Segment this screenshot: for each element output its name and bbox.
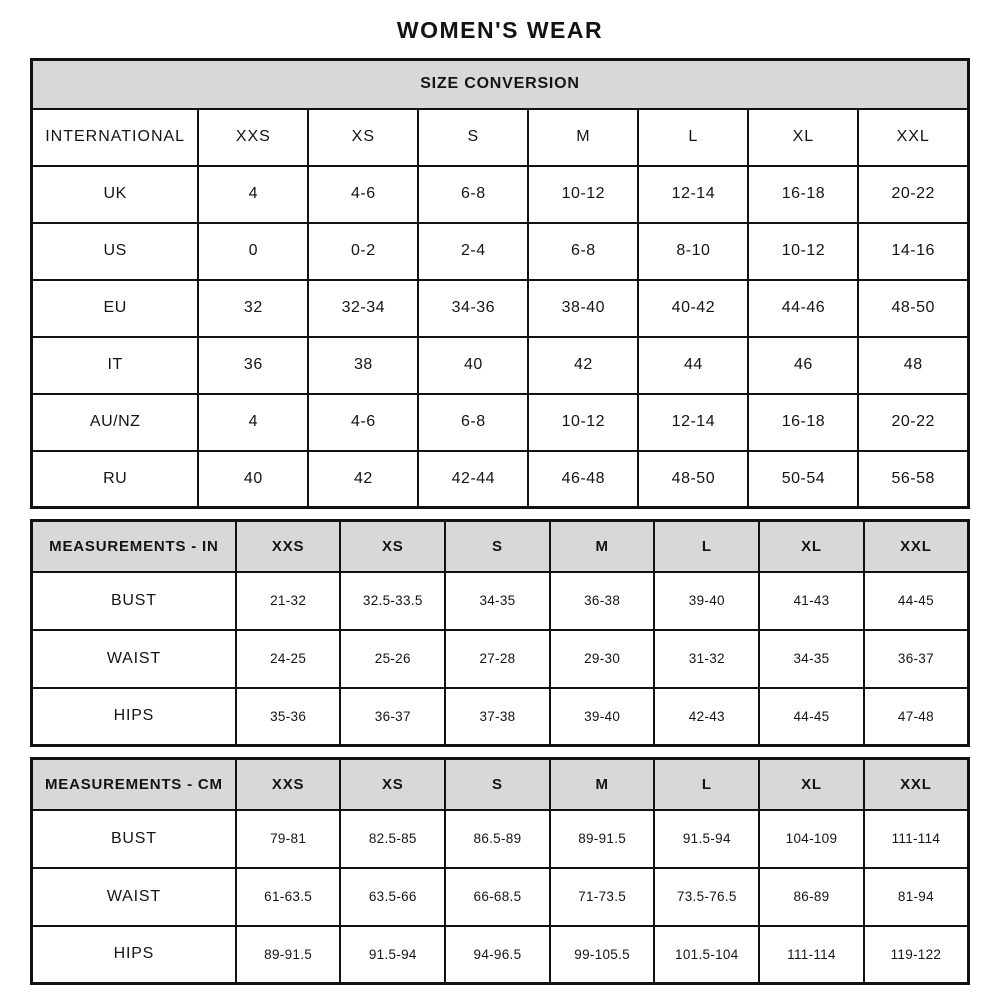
size-column-header: XS <box>340 521 445 572</box>
value-cell: 20-22 <box>858 394 968 451</box>
table-row <box>32 223 969 280</box>
value-cell: 111-114 <box>864 810 969 868</box>
value-cell: 36-37 <box>864 630 969 688</box>
size-column-header: XL <box>759 521 864 572</box>
value-cell: 10-12 <box>528 166 638 223</box>
size-column-header: M <box>528 109 638 166</box>
size-column-header: XXL <box>864 759 969 810</box>
row-label: BUST <box>32 810 236 868</box>
value-cell: 12-14 <box>638 394 748 451</box>
value-cell: 63.5-66 <box>340 868 445 926</box>
table-row <box>32 394 969 451</box>
table-row <box>32 572 969 630</box>
size-column-header: M <box>550 521 655 572</box>
value-cell: 24-25 <box>236 630 341 688</box>
row-label: WAIST <box>32 630 236 688</box>
value-cell: 46-48 <box>528 451 638 508</box>
row-label: EU <box>32 280 199 337</box>
row-label: IT <box>32 337 199 394</box>
value-cell: 39-40 <box>654 572 759 630</box>
table-row <box>32 810 969 868</box>
row-header-title: MEASUREMENTS - CM <box>32 759 236 810</box>
value-cell: 40 <box>418 337 528 394</box>
row-header-title: INTERNATIONAL <box>32 109 199 166</box>
value-cell: 35-36 <box>236 688 341 746</box>
value-cell: 71-73.5 <box>550 868 655 926</box>
value-cell: 36 <box>198 337 308 394</box>
value-cell: 0-2 <box>308 223 418 280</box>
value-cell: 40 <box>198 451 308 508</box>
value-cell: 14-16 <box>858 223 968 280</box>
value-cell: 32 <box>198 280 308 337</box>
size-column-header: XXS <box>236 759 341 810</box>
value-cell: 94-96.5 <box>445 926 550 984</box>
value-cell: 46 <box>748 337 858 394</box>
row-label: WAIST <box>32 868 236 926</box>
value-cell: 86-89 <box>759 868 864 926</box>
value-cell: 86.5-89 <box>445 810 550 868</box>
table-row <box>32 451 969 508</box>
value-cell: 111-114 <box>759 926 864 984</box>
size-column-header: M <box>550 759 655 810</box>
table-row <box>32 630 969 688</box>
value-cell: 25-26 <box>340 630 445 688</box>
value-cell: 47-48 <box>864 688 969 746</box>
size-column-header: XL <box>759 759 864 810</box>
value-cell: 44-45 <box>864 572 969 630</box>
value-cell: 99-105.5 <box>550 926 655 984</box>
size-column-header: L <box>654 759 759 810</box>
value-cell: 20-22 <box>858 166 968 223</box>
value-cell: 36-38 <box>550 572 655 630</box>
value-cell: 32.5-33.5 <box>340 572 445 630</box>
value-cell: 29-30 <box>550 630 655 688</box>
value-cell: 10-12 <box>748 223 858 280</box>
row-label: BUST <box>32 572 236 630</box>
value-cell: 38 <box>308 337 418 394</box>
value-cell: 16-18 <box>748 394 858 451</box>
value-cell: 42-44 <box>418 451 528 508</box>
value-cell: 39-40 <box>550 688 655 746</box>
value-cell: 37-38 <box>445 688 550 746</box>
value-cell: 48-50 <box>638 451 748 508</box>
size-column-header: S <box>445 521 550 572</box>
value-cell: 81-94 <box>864 868 969 926</box>
value-cell: 4 <box>198 394 308 451</box>
value-cell: 34-35 <box>445 572 550 630</box>
size-column-header: S <box>418 109 528 166</box>
value-cell: 31-32 <box>654 630 759 688</box>
value-cell: 34-35 <box>759 630 864 688</box>
value-cell: 34-36 <box>418 280 528 337</box>
value-cell: 61-63.5 <box>236 868 341 926</box>
table-row <box>32 688 969 746</box>
header-row <box>32 759 969 810</box>
page-title: WOMEN'S WEAR <box>396 17 604 43</box>
value-cell: 6-8 <box>528 223 638 280</box>
size-column-header: XXL <box>864 521 969 572</box>
table-title-row <box>32 60 969 109</box>
value-cell: 10-12 <box>528 394 638 451</box>
value-cell: 66-68.5 <box>445 868 550 926</box>
value-cell: 48 <box>858 337 968 394</box>
value-cell: 36-37 <box>340 688 445 746</box>
value-cell: 82.5-85 <box>340 810 445 868</box>
size-column-header: XL <box>748 109 858 166</box>
size-column-header: XXS <box>236 521 341 572</box>
header-row <box>32 521 969 572</box>
value-cell: 101.5-104 <box>654 926 759 984</box>
value-cell: 50-54 <box>748 451 858 508</box>
row-label: RU <box>32 451 199 508</box>
value-cell: 42 <box>308 451 418 508</box>
row-label: US <box>32 223 199 280</box>
value-cell: 4 <box>198 166 308 223</box>
value-cell: 0 <box>198 223 308 280</box>
row-label: AU/NZ <box>32 394 199 451</box>
size-column-header: L <box>638 109 748 166</box>
value-cell: 41-43 <box>759 572 864 630</box>
value-cell: 8-10 <box>638 223 748 280</box>
value-cell: 32-34 <box>308 280 418 337</box>
row-header-title: MEASUREMENTS - IN <box>32 521 236 572</box>
value-cell: 91.5-94 <box>340 926 445 984</box>
value-cell: 6-8 <box>418 166 528 223</box>
value-cell: 21-32 <box>236 572 341 630</box>
value-cell: 42-43 <box>654 688 759 746</box>
value-cell: 42 <box>528 337 638 394</box>
value-cell: 27-28 <box>445 630 550 688</box>
table-row <box>32 868 969 926</box>
value-cell: 44 <box>638 337 748 394</box>
value-cell: 40-42 <box>638 280 748 337</box>
table-row <box>32 337 969 394</box>
value-cell: 91.5-94 <box>654 810 759 868</box>
value-cell: 89-91.5 <box>550 810 655 868</box>
header-row <box>32 109 969 166</box>
value-cell: 4-6 <box>308 166 418 223</box>
value-cell: 44-46 <box>748 280 858 337</box>
row-label: UK <box>32 166 199 223</box>
value-cell: 44-45 <box>759 688 864 746</box>
size-column-header: L <box>654 521 759 572</box>
value-cell: 2-4 <box>418 223 528 280</box>
value-cell: 6-8 <box>418 394 528 451</box>
measurements-in-table <box>30 519 970 747</box>
value-cell: 79-81 <box>236 810 341 868</box>
value-cell: 4-6 <box>308 394 418 451</box>
value-cell: 119-122 <box>864 926 969 984</box>
size-column-header: S <box>445 759 550 810</box>
table-row <box>32 280 969 337</box>
value-cell: 73.5-76.5 <box>654 868 759 926</box>
size-column-header: XXS <box>198 109 308 166</box>
value-cell: 104-109 <box>759 810 864 868</box>
table-row <box>32 926 969 984</box>
size-column-header: XS <box>340 759 445 810</box>
row-label: HIPS <box>32 688 236 746</box>
value-cell: 12-14 <box>638 166 748 223</box>
size-column-header: XS <box>308 109 418 166</box>
size-conversion-table <box>30 58 970 509</box>
row-label: HIPS <box>32 926 236 984</box>
value-cell: 56-58 <box>858 451 968 508</box>
table-row <box>32 166 969 223</box>
value-cell: 48-50 <box>858 280 968 337</box>
value-cell: 38-40 <box>528 280 638 337</box>
value-cell: 16-18 <box>748 166 858 223</box>
size-conversion-title: SIZE CONVERSION <box>32 60 969 109</box>
value-cell: 89-91.5 <box>236 926 341 984</box>
size-column-header: XXL <box>858 109 968 166</box>
measurements-cm-table <box>30 757 970 985</box>
